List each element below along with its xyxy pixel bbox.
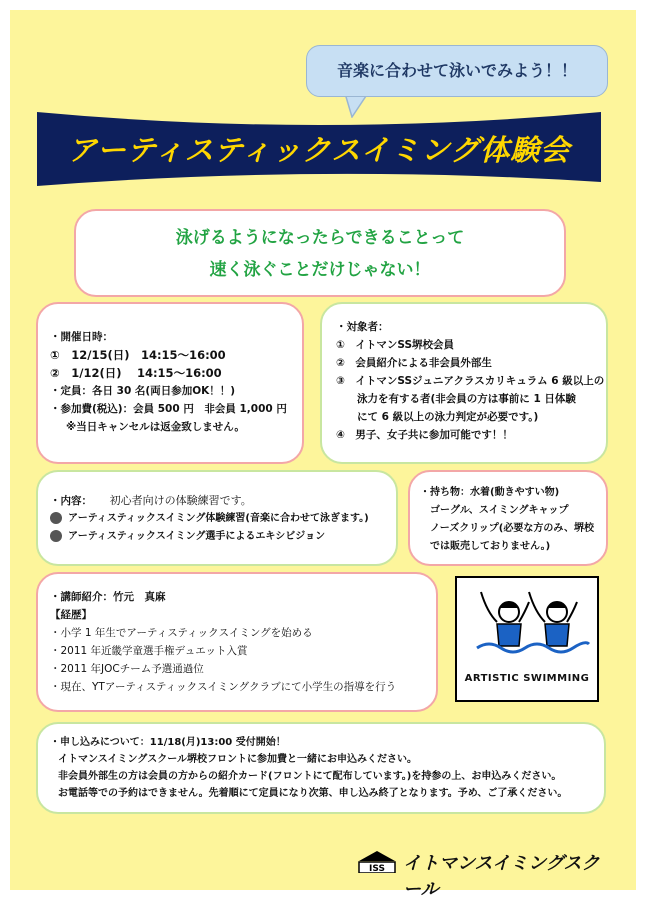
content-item: アーティスティックスイミング選手によるエキシビジョン [68, 531, 326, 542]
target-item: ④ 男子、女子共に参加可能です！！ [336, 429, 513, 441]
bring-content [420, 484, 594, 556]
apply-line: イトマンスイミングスクール堺校フロントに参加費と一緒にお申込みください。 [58, 754, 417, 765]
apply-box [36, 722, 606, 814]
content-item: アーティスティックスイミング体験練習(音楽に合わせて泳ぎます。) [68, 513, 369, 524]
logo-text: イトマンスイミングスクール [403, 853, 600, 900]
bullet-icon [50, 530, 62, 542]
logo-mark: ISS [369, 864, 385, 873]
career-item: ・2011 年JOCチーム予選通過位 [50, 663, 204, 675]
intro-line-1: 泳げるようになったらできることって [175, 228, 465, 248]
target-label: ・対象者： [336, 321, 389, 333]
speech-bubble: 音楽に合わせて泳いでみよう！！ [306, 45, 608, 97]
target-item: ① イトマンSS堺校会員 [336, 339, 455, 351]
bring-box [408, 470, 608, 566]
target-item: にて 6 級以上の泳力判定が必要です。) [336, 411, 539, 423]
career-heading: 【経歴】 [50, 609, 92, 621]
instructor-box [36, 572, 438, 712]
apply-line: 非会員外部生の方は会員の方からの紹介カード(フロントにて配布しています。)を持参の上、お申込みください。 [58, 771, 562, 782]
cancel-note: ※当日キャンセルは返金致しません。 [66, 421, 245, 433]
school-logo [357, 849, 603, 900]
content-box [36, 470, 398, 566]
iss-mark-icon [357, 849, 397, 873]
intro-box [74, 209, 566, 297]
swimmers-icon [459, 582, 599, 662]
fee: ・参加費(税込)：会員 500 円 非会員 1,000 円 [50, 403, 287, 415]
career-item: ・小学 1 年生でアーティスティックスイミングを始める [50, 627, 313, 639]
target-item: ③ イトマンSSジュニアクラスカリキュラム 6 級以上の [336, 375, 605, 387]
instructor-content [50, 588, 396, 696]
schedule-label: ・開催日時： [50, 331, 113, 343]
bring-line: ・持ち物：水着(動きやすい物) [420, 487, 560, 498]
apply-content [50, 734, 567, 802]
apply-line: ・申し込みについて：11/18(月)13:00 受付開始！ [50, 737, 286, 748]
instructor-name: ・講師紹介：竹元 真麻 [50, 591, 166, 603]
target-content [336, 318, 604, 444]
content-label: ・内容： [50, 495, 92, 507]
bring-line: では販売しておりません。) [430, 541, 551, 552]
bring-line: ゴーグル、スイミングキャップ [430, 505, 569, 516]
content-sub: 初心者向けの体験練習です。 [109, 494, 252, 507]
schedule-date-1: ① 12/15(日) 14:15～16:00 [50, 348, 226, 362]
schedule-date-2: ② 1/12(日) 14:15～16:00 [50, 366, 222, 380]
target-item: 泳力を有する者(非会員の方は事前に 1 日体験 [336, 393, 576, 405]
schedule-content [50, 328, 287, 436]
target-box [320, 302, 608, 464]
career-item: ・現在、YTアーティスティックスイミングクラブにて小学生の指導を行う [50, 681, 397, 693]
bring-line: ノーズクリップ(必要な方のみ、堺校 [430, 523, 594, 534]
capacity: ・定員：各日 30 名(両日参加OK！！) [50, 385, 236, 397]
artistic-swimming-illustration [455, 576, 599, 702]
schedule-box [36, 302, 304, 464]
apply-line: お電話等での予約はできません。先着順にて定員になり次第、申し込み終了となります。予め、ご了承ください。 [58, 788, 568, 799]
target-item: ② 会員紹介による非会員外部生 [336, 357, 492, 369]
career-item: ・2011 年近畿学童選手権デュエット入賞 [50, 645, 248, 657]
illustration-caption: ARTISTIC SWIMMING [464, 673, 590, 684]
intro-line-2: 速く泳ぐことだけじゃない！ [209, 260, 431, 280]
bullet-icon [50, 512, 62, 524]
content-details [50, 492, 369, 546]
event-title: アーティスティックスイミング体験会 [67, 133, 571, 167]
